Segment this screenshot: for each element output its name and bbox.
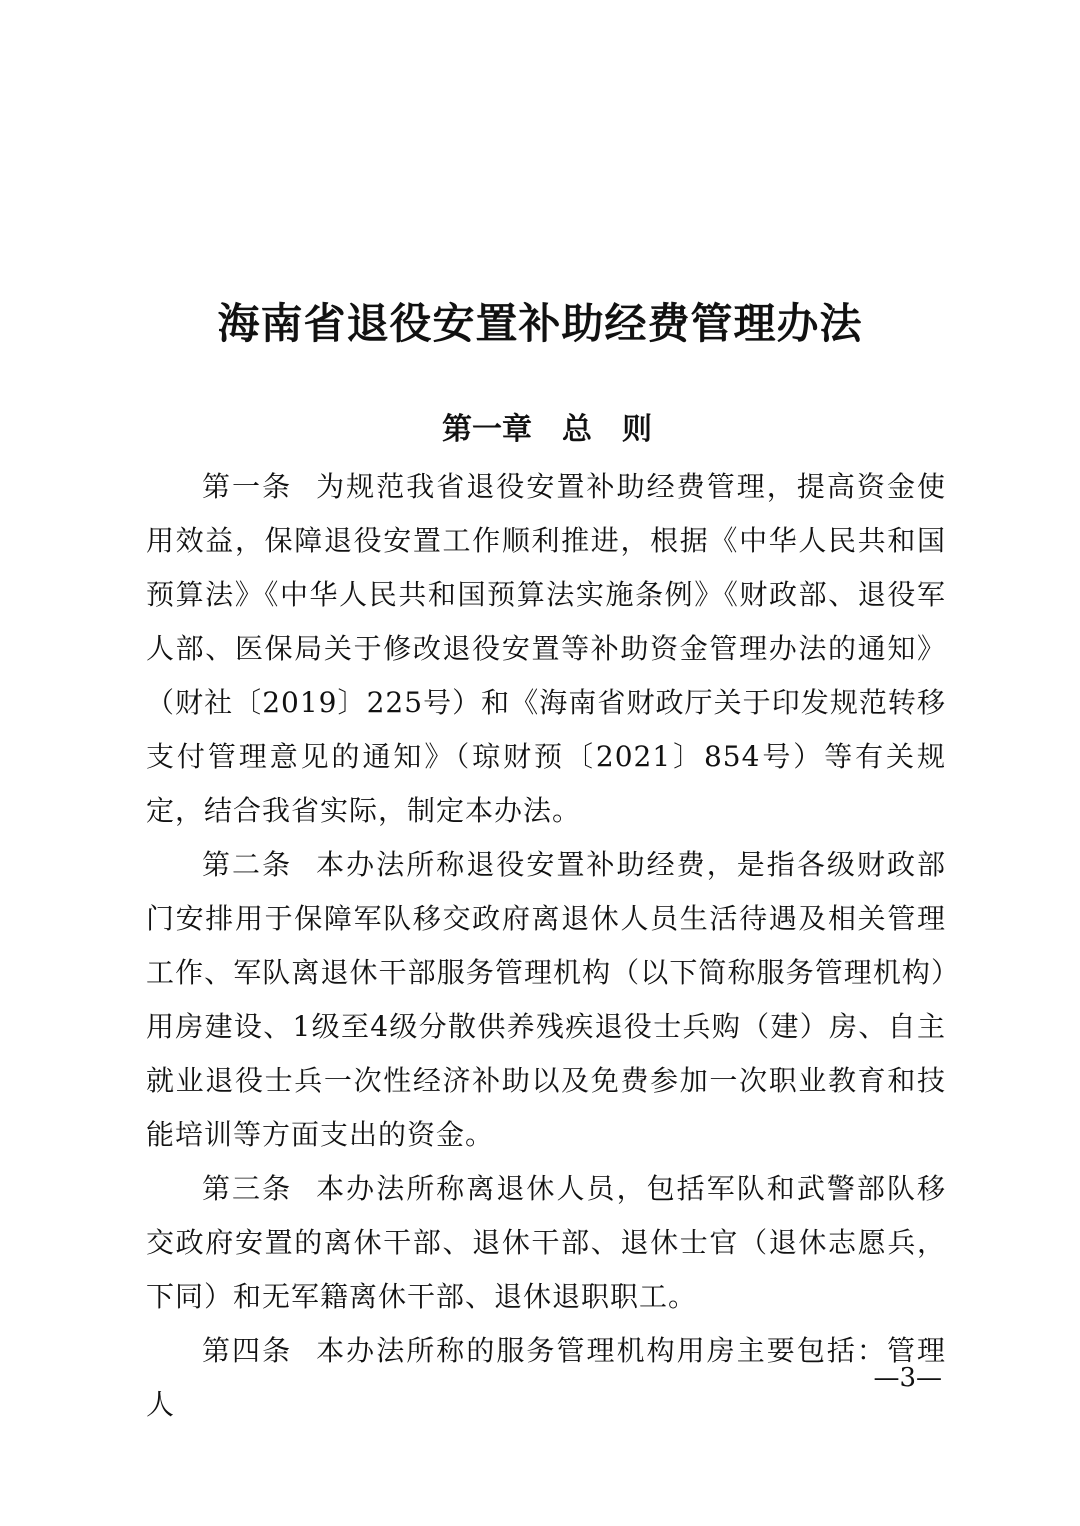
page-number: —3— (873, 1363, 942, 1393)
article-1 (146, 460, 946, 838)
document-title: 海南省退役安置补助经费管理办法 (217, 299, 863, 348)
article-text: 本办法所称的服务管理机构用房主要包括：管理人 (146, 1334, 946, 1421)
chapter-heading: 第一章 总 则 (442, 412, 652, 447)
article-2 (146, 838, 946, 1162)
article-3 (146, 1162, 946, 1324)
article-number: 第四条 (202, 1334, 293, 1367)
article-text: 本办法所称离退休人员，包括军队和武警部队移交政府安置的离休干部、退休干部、退休士官（退休志愿兵，下同）和无军籍离休干部、退休退职职工。 (146, 1172, 946, 1313)
article-4 (146, 1324, 946, 1432)
article-number: 第三条 (202, 1172, 293, 1205)
article-number: 第一条 (202, 470, 293, 503)
article-number: 第二条 (202, 848, 293, 881)
article-text: 本办法所称退役安置补助经费，是指各级财政部门安排用于保障军队移交政府离退休人员生活待遇及相关管理工作、军队离退休干部服务管理机构（以下简称服务管理机构）用房建设、1级至4级分散供养残疾退役士兵购（建）房、自主就业退役士兵一次性经济补助以及免费参加一次职业教育和技能培训等方面支出的资金。 (146, 848, 946, 1151)
document-body (146, 460, 946, 1432)
article-text: 为规范我省退役安置补助经费管理，提高资金使用效益，保障退役安置工作顺利推进，根据《中华人民共和国预算法》《中华人民共和国预算法实施条例》《财政部、退役军人部、医保局关于修改退役安置等补助资金管理办法的通知》（财社〔2019〕225号）和《海南省财政厅关于印发规范转移支付管理意见的通知》（琼财预〔2021〕854号）等有关规定，结合我省实际，制定本办法。 (146, 470, 946, 827)
